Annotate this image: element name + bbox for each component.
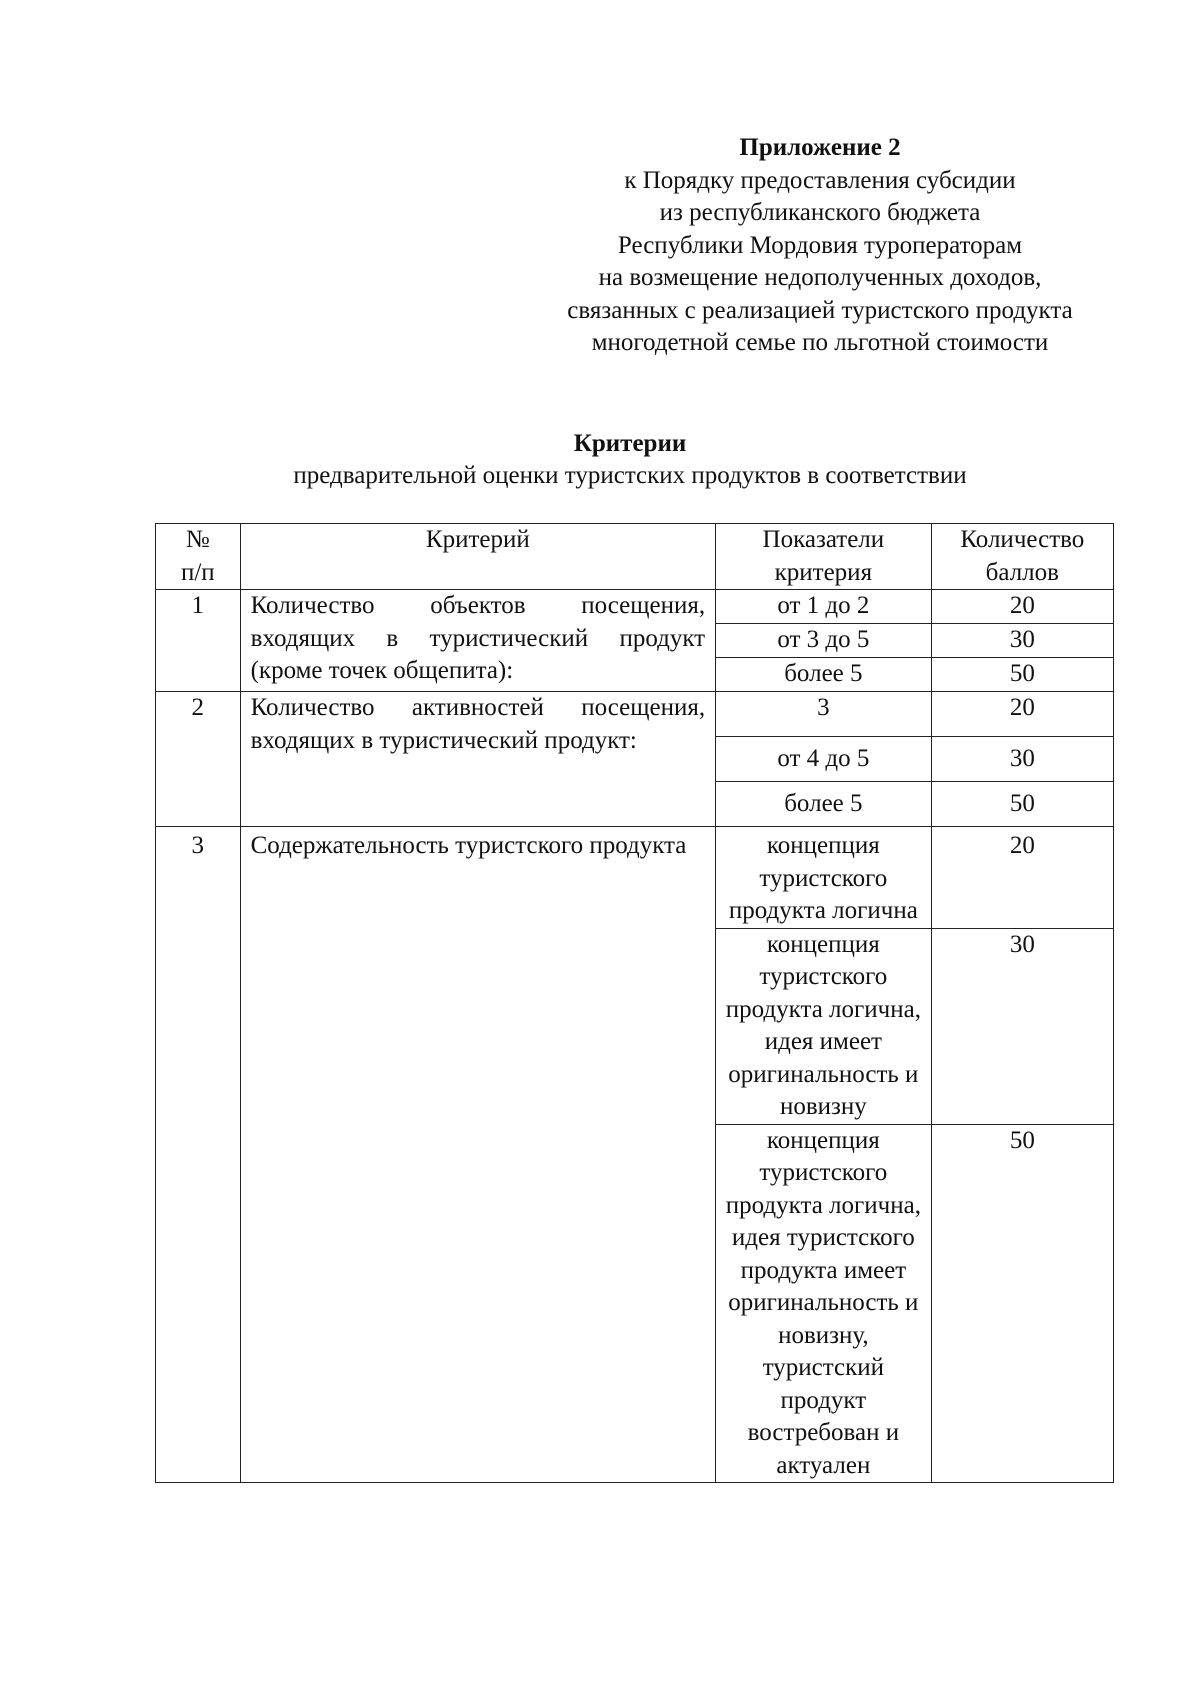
row-indicator: от 3 до 5 xyxy=(716,624,932,658)
header-points-line: баллов xyxy=(985,558,1059,586)
header-indicators-line: критерия xyxy=(774,558,873,586)
row-indicator: концепция туристского продукта логична, идея туристского продукта имеет оригинальность и новизну, туристский продукт востребован и актуален xyxy=(716,1124,932,1483)
row-points: 30 xyxy=(931,737,1113,782)
row-indicator: более 5 xyxy=(716,782,932,827)
appendix-line: из республиканского бюджета xyxy=(659,199,981,226)
row-criterion-text: Содержательность туристского продукта xyxy=(250,832,687,859)
table-row xyxy=(156,590,1114,624)
row-number: 1 xyxy=(156,590,241,692)
row-points: 20 xyxy=(931,692,1113,737)
row-indicator: от 1 до 2 xyxy=(716,590,932,624)
row-points: 50 xyxy=(931,1124,1113,1483)
appendix-line: многодетной семье по льготной стоимости xyxy=(591,329,1049,356)
row-number: 3 xyxy=(156,827,241,1483)
header-num xyxy=(156,524,241,590)
row-number: 2 xyxy=(156,692,241,827)
row-indicator: более 5 xyxy=(716,658,932,692)
heading-title: Критерии xyxy=(573,430,687,457)
row-criterion xyxy=(240,590,715,692)
row-criterion-text: Количество объектов посещения, входящих в туристический продукт (кроме точек общепита): xyxy=(250,592,706,684)
row-indicator: от 4 до 5 xyxy=(716,737,932,782)
header-num-line: п/п xyxy=(180,558,215,586)
appendix-block xyxy=(520,132,1120,360)
appendix-line: связанных с реализацией туристского продукта xyxy=(567,296,1073,324)
table-row xyxy=(156,827,1114,929)
document-heading xyxy=(150,428,1110,492)
appendix-line: к Порядку предоставления субсидии xyxy=(624,166,1016,194)
criteria-table xyxy=(155,523,1114,1483)
row-indicator: 3 xyxy=(716,692,932,737)
row-points: 20 xyxy=(931,827,1113,929)
header-indicators xyxy=(716,524,932,590)
header-criterion: Критерий xyxy=(240,524,715,590)
appendix-line: Республики Мордовия туроператорам xyxy=(617,231,1023,259)
row-points: 30 xyxy=(931,928,1113,1124)
header-points-line: Количество xyxy=(960,526,1085,553)
appendix-line: на возмещение недополученных доходов, xyxy=(598,264,1042,291)
row-points: 20 xyxy=(931,590,1113,624)
row-points: 30 xyxy=(931,624,1113,658)
header-points xyxy=(931,524,1113,590)
header-indicators-line: Показатели xyxy=(762,526,885,553)
row-points: 50 xyxy=(931,782,1113,827)
row-points: 50 xyxy=(931,658,1113,692)
row-criterion xyxy=(240,827,715,1483)
table-header-row xyxy=(156,524,1114,590)
appendix-title: Приложение 2 xyxy=(739,134,901,161)
row-indicator: концепция туристского продукта логична, идея имеет оригинальность и новизну xyxy=(716,928,932,1124)
heading-subtitle: предварительной оценки туристских продуктов в соответствии xyxy=(293,462,967,489)
header-num-line: № xyxy=(185,526,210,553)
row-criterion xyxy=(240,692,715,827)
table-row xyxy=(156,692,1114,737)
row-criterion-text: Количество активностей посещения, входящих в туристический продукт: xyxy=(250,694,706,754)
row-indicator: концепция туристского продукта логична xyxy=(716,827,932,929)
